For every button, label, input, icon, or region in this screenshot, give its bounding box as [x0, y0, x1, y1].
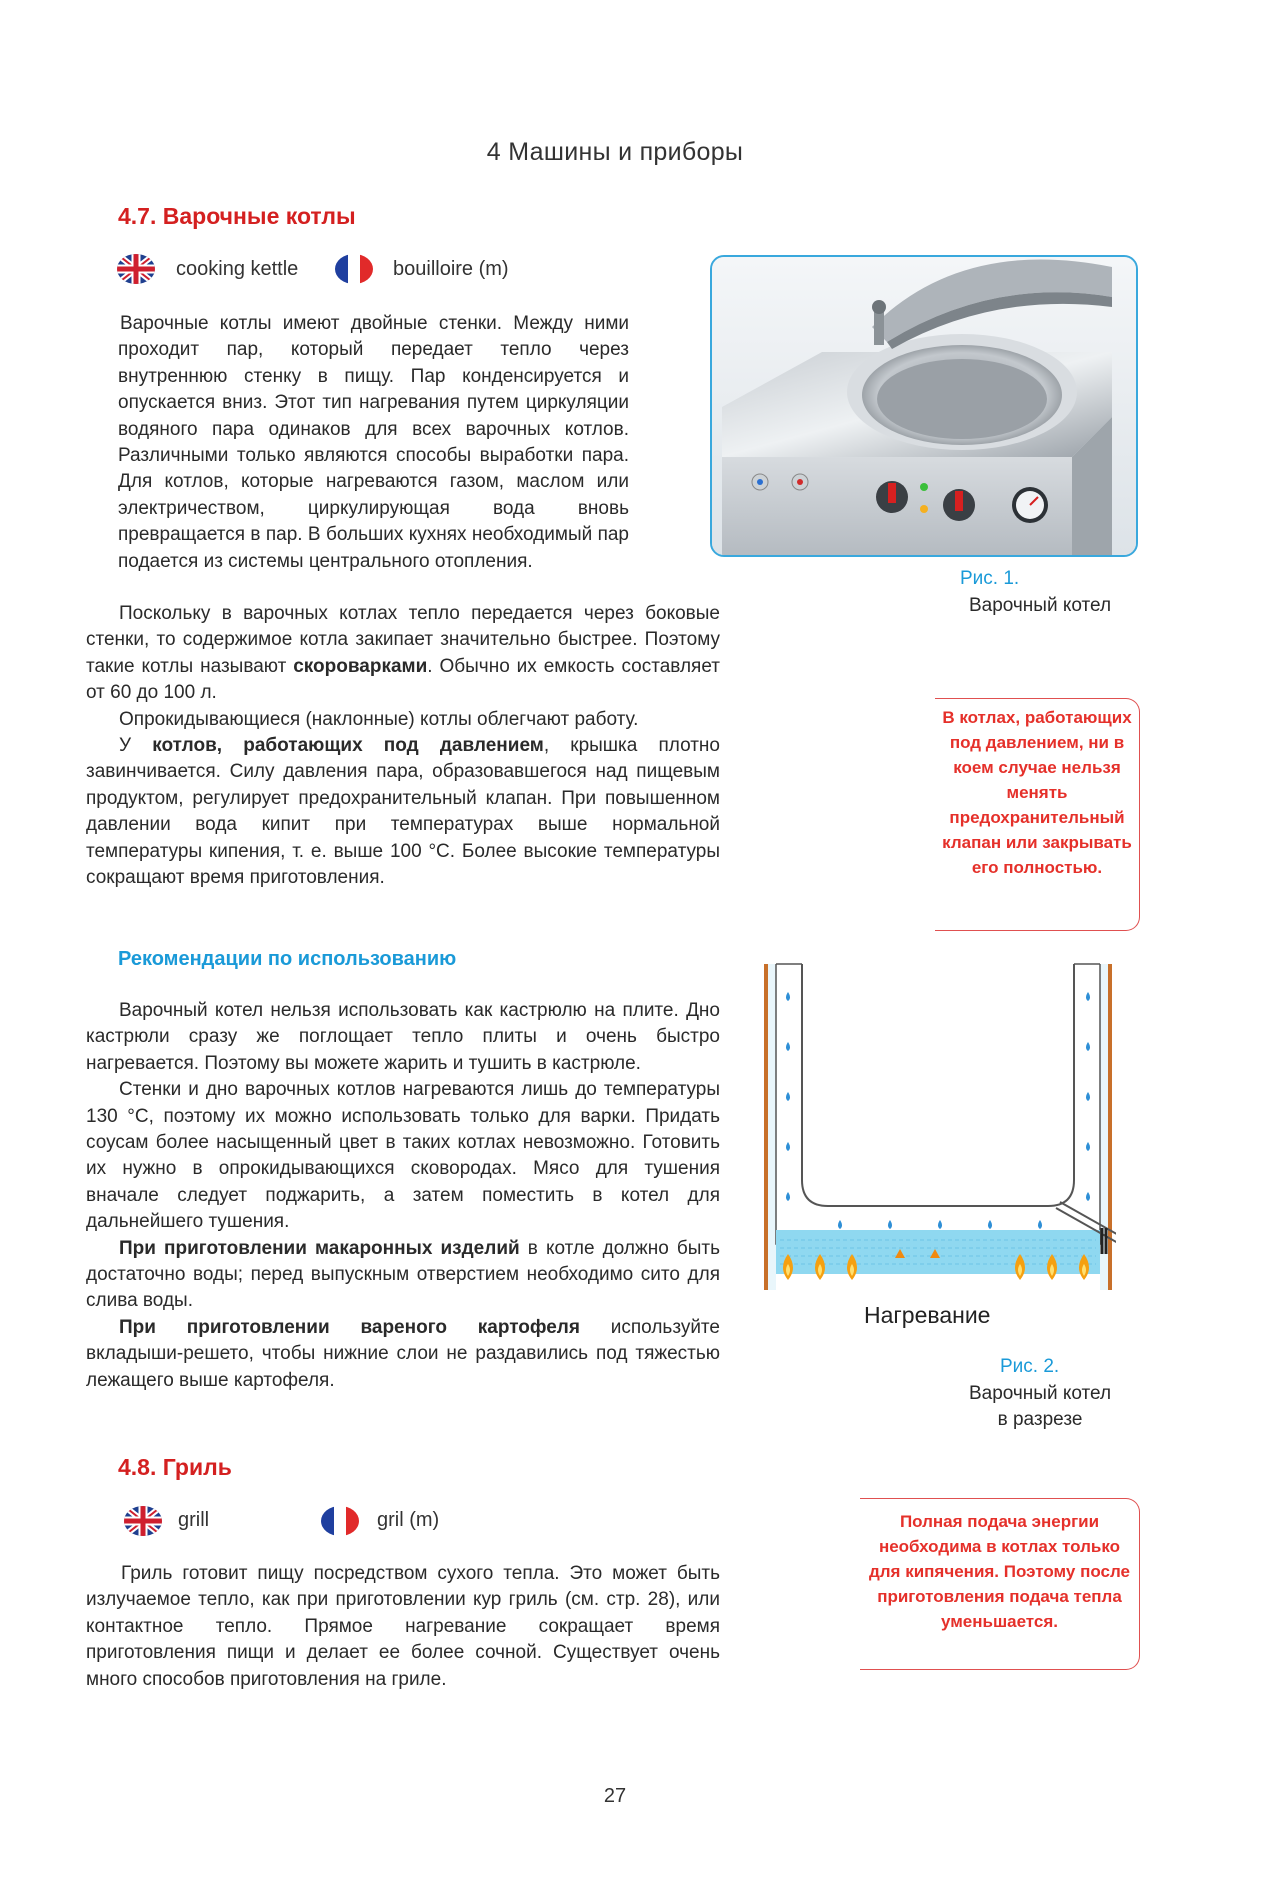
text-run: в котле должно быть достаточно воды; перед выпускным отверстием необходимо сито для слива воды. [86, 1237, 720, 1312]
figure-1-caption: Варочный котел [968, 595, 1112, 616]
cooking-kettle-illustration [712, 257, 1136, 555]
steam-drops [786, 992, 1090, 1229]
figure-2-caption-line-2: в разрезе [997, 1409, 1083, 1430]
paragraph [86, 1315, 720, 1394]
paragraph [86, 733, 720, 891]
paragraph: Варочные котлы имеют двойные стенки. Между ними проходит пар, который передает тепло через внутреннюю стенку в пищу. Пар конденсируется и опускается вниз. Этот тип нагревания путем циркуляции водяного пара одинаков для всех варочных котлов. Различными только являются способы выработки пара. Для котлов, которые нагреваются газом, маслом или электричеством, циркулирующая вода вновь превращается в пар. В больших кухнях необходимый пар подается из системы центрального отопления. [118, 313, 629, 572]
info-note: Полная подача энергии необходима в котлах только для кипячения. Поэтому после приготовления подача тепла уменьшается. [860, 1498, 1140, 1670]
english-term: cooking kettle [176, 258, 299, 280]
figure-2-caption-line-1: Варочный котел [968, 1383, 1112, 1404]
paragraph [86, 1236, 720, 1315]
uk-flag-icon [124, 1506, 162, 1536]
figure-2-number: Рис. 2. [1000, 1356, 1060, 1377]
paragraph: Гриль готовит пищу посредством сухого тепла. Это может быть излучаемое тепло, как при приготовлении кур гриль (см. стр. 28), или контактное тепло. Прямое нагревание сокращает время приготовления пищи и делает ее более сочной. Существует очень много способов приготовления на гриле. [86, 1563, 720, 1690]
section-heading-4-8: 4.8. Гриль [118, 1454, 232, 1480]
heating-label: Нагревание [864, 1302, 991, 1328]
outer-wall [1108, 964, 1112, 1290]
bold-term: скороварками [293, 655, 428, 677]
french-term: gril (m) [377, 1509, 440, 1531]
chapter-title: 4 Машины и приборы [486, 138, 744, 166]
french-term: bouilloire (m) [393, 258, 509, 280]
figure-2-diagram [760, 962, 1116, 1294]
english-term: grill [178, 1509, 210, 1531]
text-run: У [119, 735, 153, 757]
recommendations-text [86, 998, 720, 1394]
paragraph: Опрокидывающиеся (наклонные) котлы облегчают работу. [119, 708, 639, 730]
outer-wall [764, 964, 768, 1290]
page-number: 27 [603, 1785, 627, 1807]
bold-term: котлов, работающих под давлением [152, 735, 544, 757]
text-run: используйте вкладыши-решето, чтобы нижние слои не раздавились под тяжестью лежащего выше картофеля. [86, 1316, 720, 1391]
text-run: , крышка плотно завинчивается. Силу давления пара, образовавшегося над пищевым продуктом, регулирует предохранительный клапан. При повышенном давлении вода кипит при температурах выше нормальной температуры кипения, т. е. выше 100 °С. Более высокие температуры сокращают время приготовления. [86, 735, 720, 889]
section-4-8-text [86, 1561, 720, 1693]
paragraph [86, 601, 720, 707]
text-run: . Обычно их емкость составляет от 60 до 100 л. [86, 655, 720, 704]
recommendations-heading: Рекомендации по использованию [118, 948, 457, 970]
text-run: Поскольку в варочных котлах тепло передается через боковые стенки, то содержимое котла закипает значительно быстрее. Поэтому такие котлы называют [86, 603, 720, 677]
warning-note: В котлах, работающих под давлением, ни в коем случае нельзя менять предохранительный клапан или закрывать его полностью. [935, 698, 1140, 931]
paragraph: Стенки и дно варочных котлов нагреваются лишь до температуры 130 °С, поэтому их можно использовать только для варки. Придать соусам более насыщенный цвет в таких котлах невозможно. Готовить их нужно в опрокидывающихся сковородах. Мясо для тушения вначале следует поджарить, а затем поместить в котел для дальнейшего тушения. [86, 1079, 720, 1233]
paragraph: Варочный котел нельзя использовать как кастрюлю на плите. Дно кастрюли сразу же поглощает тепло плиты и очень быстро нагревается. Поэтому вы можете жарить и тушить в кастрюле. [86, 1000, 720, 1074]
french-flag-icon [335, 254, 373, 284]
figure-1-number: Рис. 1. [960, 568, 1020, 589]
section-4-7-text [86, 601, 720, 891]
figure-1-photo [710, 255, 1138, 557]
french-flag-icon [321, 1506, 359, 1536]
section-4-7-paragraph-1 [118, 311, 629, 575]
section-heading-4-7: 4.7. Варочные котлы [118, 203, 356, 229]
bold-term: При приготовлении вареного картофеля [119, 1316, 580, 1338]
bold-term: При приготовлении макаронных изделий [119, 1237, 520, 1259]
uk-flag-icon [117, 254, 155, 284]
